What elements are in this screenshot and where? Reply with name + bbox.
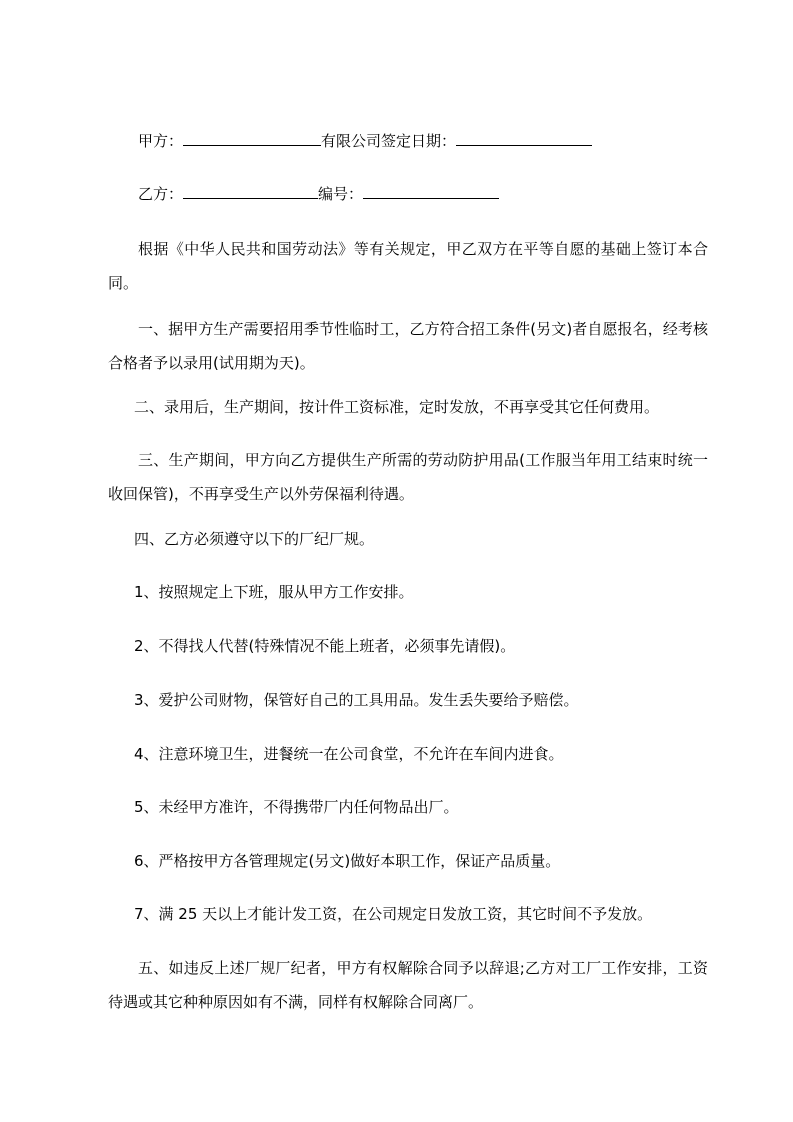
clause-4: 四、乙方必须遵守以下的厂纪厂规。 [134, 530, 375, 548]
party-b-line [108, 177, 708, 211]
rule-item: 3、爱护公司财物，保管好自己的工具用品。发生丢失要给予赔偿。 [134, 691, 579, 709]
party-a-line [108, 124, 708, 158]
party-a-suffix: 有限公司签定日期： [321, 132, 457, 150]
clause-3: 三、生产期间，甲方向乙方提供生产所需的劳动防护用品(工作服当年用工结束时统一收回保管)，不再享受生产以外劳保福利待遇。 [108, 451, 708, 503]
intro-paragraph: 根据《中华人民共和国劳动法》等有关规定，甲乙双方在平等自愿的基础上签订本合同。 [108, 240, 708, 292]
party-b-label: 乙方： [138, 185, 184, 203]
rule-item: 1、按照规定上下班，服从甲方工作安排。 [134, 583, 414, 601]
party-a-label: 甲方： [138, 132, 184, 150]
party-b-blank[interactable] [183, 184, 318, 199]
rule-item: 7、满 25 天以上才能计发工资，在公司规定日发放工资，其它时间不予发放。 [134, 905, 653, 923]
number-blank[interactable] [363, 184, 499, 199]
party-a-blank[interactable] [183, 131, 321, 146]
sign-date-blank[interactable] [456, 131, 592, 146]
clause-5: 五、如违反上述厂规厂纪者，甲方有权解除合同予以辞退;乙方对工厂工作安排，工资待遇或其它种种原因如有不满，同样有权解除合同离厂。 [108, 959, 708, 1011]
rule-item: 5、未经甲方准许，不得携带厂内任何物品出厂。 [134, 798, 459, 816]
rule-item: 2、不得找人代替(特殊情况不能上班者，必须事先请假)。 [134, 637, 516, 655]
rule-item: 6、严格按甲方各管理规定(另文)做好本职工作，保证产品质量。 [134, 852, 561, 870]
clause-2: 二、录用后，生产期间，按计件工资标准，定时发放，不再享受其它任何费用。 [134, 398, 660, 416]
number-label: 编号： [318, 185, 364, 203]
clause-1: 一、据甲方生产需要招用季节性临时工，乙方符合招工条件(另文)者自愿报名，经考核合格者予以录用(试用期为天)。 [108, 320, 708, 372]
rule-item: 4、注意环境卫生，进餐统一在公司食堂，不允许在车间内进食。 [134, 745, 564, 763]
